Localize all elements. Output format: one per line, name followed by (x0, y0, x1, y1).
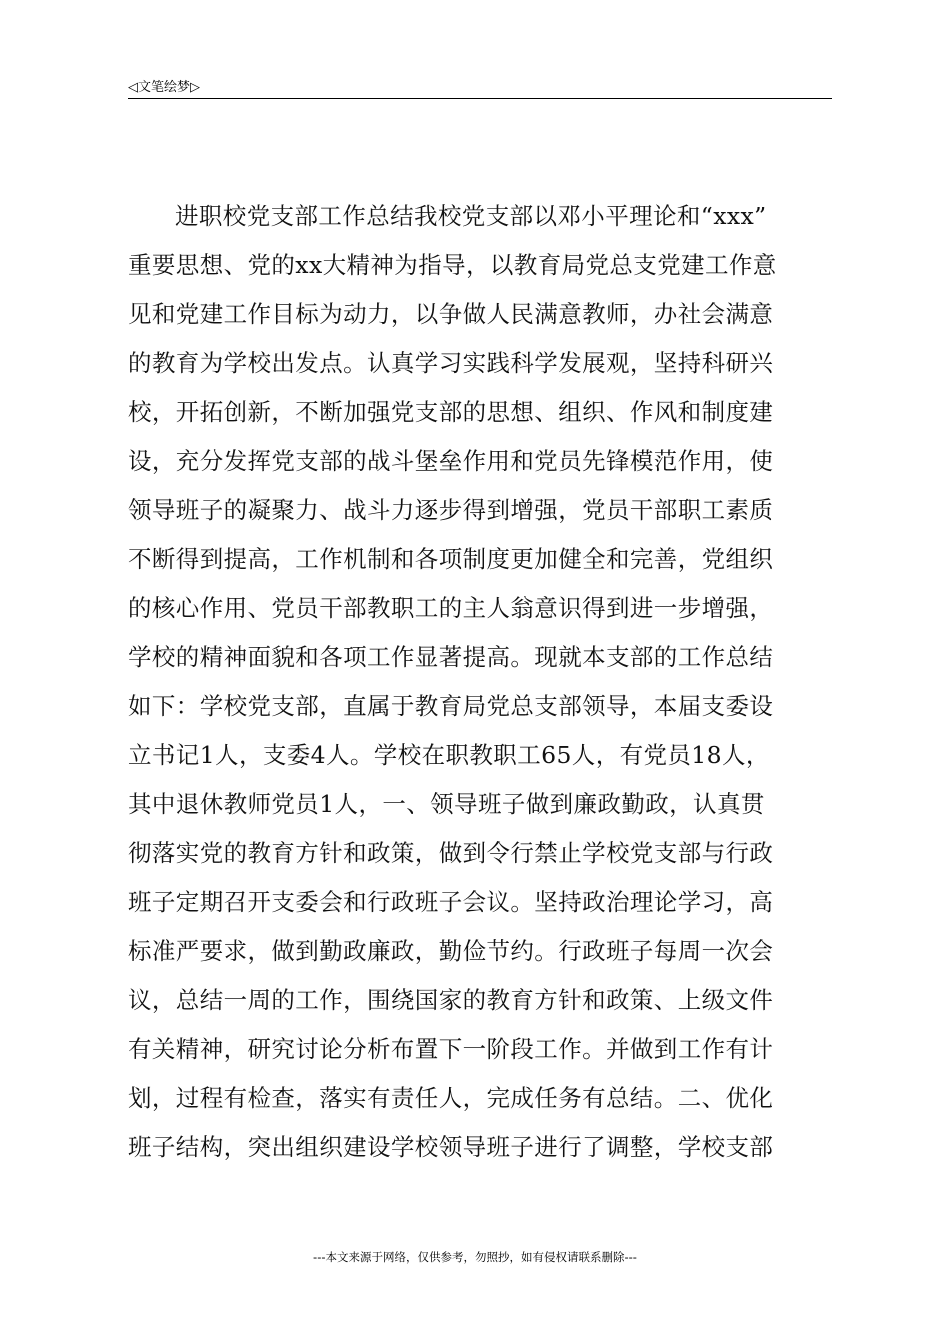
text-line: 不断得到提高，工作机制和各项制度更加健全和完善，党组织 (128, 545, 774, 573)
text-line: 议，总结一周的工作，围绕国家的教育方针和政策、上级文件 (128, 986, 774, 1014)
header-title: ◁文笔绘梦▷ (128, 80, 200, 95)
text-line: 的核心作用、党员干部教职工的主人翁意识得到进一步增强， (128, 594, 774, 622)
text-line: 见和党建工作目标为动力，以争做人民满意教师，办社会满意 (128, 300, 774, 328)
page-header (128, 74, 832, 99)
text-line: 领导班子的凝聚力、战斗力逐步得到增强，党员干部职工素质 (128, 496, 774, 524)
text-line: 校，开拓创新，不断加强党支部的思想、组织、作风和制度建 (128, 398, 774, 426)
text-line: 有关精神，研究讨论分析布置下一阶段工作。并做到工作有计 (128, 1035, 774, 1063)
text-line: 进职校党支部工作总结我校党支部以邓小平理论和“xxx” (175, 202, 767, 230)
document-body (128, 192, 832, 1172)
text-line: 重要思想、党的xx大精神为指导，以教育局党总支党建工作意 (128, 251, 777, 279)
text-line: 划，过程有检查，落实有责任人，完成任务有总结。二、优化 (128, 1084, 774, 1112)
text-line: 的教育为学校出发点。认真学习实践科学发展观，坚持科研兴 (128, 349, 774, 377)
text-line: 立书记1人，支委4人。学校在职教职工65人，有党员18人， (128, 741, 770, 769)
text-line: 学校的精神面貌和各项工作显著提高。现就本支部的工作总结 (128, 643, 774, 671)
text-line: 彻落实党的教育方针和政策，做到令行禁止学校党支部与行政 (128, 839, 774, 867)
text-line: 班子结构，突出组织建设学校领导班子进行了调整，学校支部 (128, 1133, 774, 1161)
page-footer: ---本文来源于网络，仅供参考，勿照抄，如有侵权请联系删除--- (313, 1250, 637, 1264)
text-line: 标准严要求，做到勤政廉政，勤俭节约。行政班子每周一次会 (128, 937, 774, 965)
text-line: 如下：学校党支部，直属于教育局党总支部领导，本届支委设 (128, 692, 774, 720)
text-line: 其中退休教师党员1人，一、领导班子做到廉政勤政，认真贯 (128, 790, 765, 818)
text-line: 设，充分发挥党支部的战斗堡垒作用和党员先锋模范作用，使 (128, 447, 774, 475)
text-line: 班子定期召开支委会和行政班子会议。坚持政治理论学习，高 (128, 888, 774, 916)
